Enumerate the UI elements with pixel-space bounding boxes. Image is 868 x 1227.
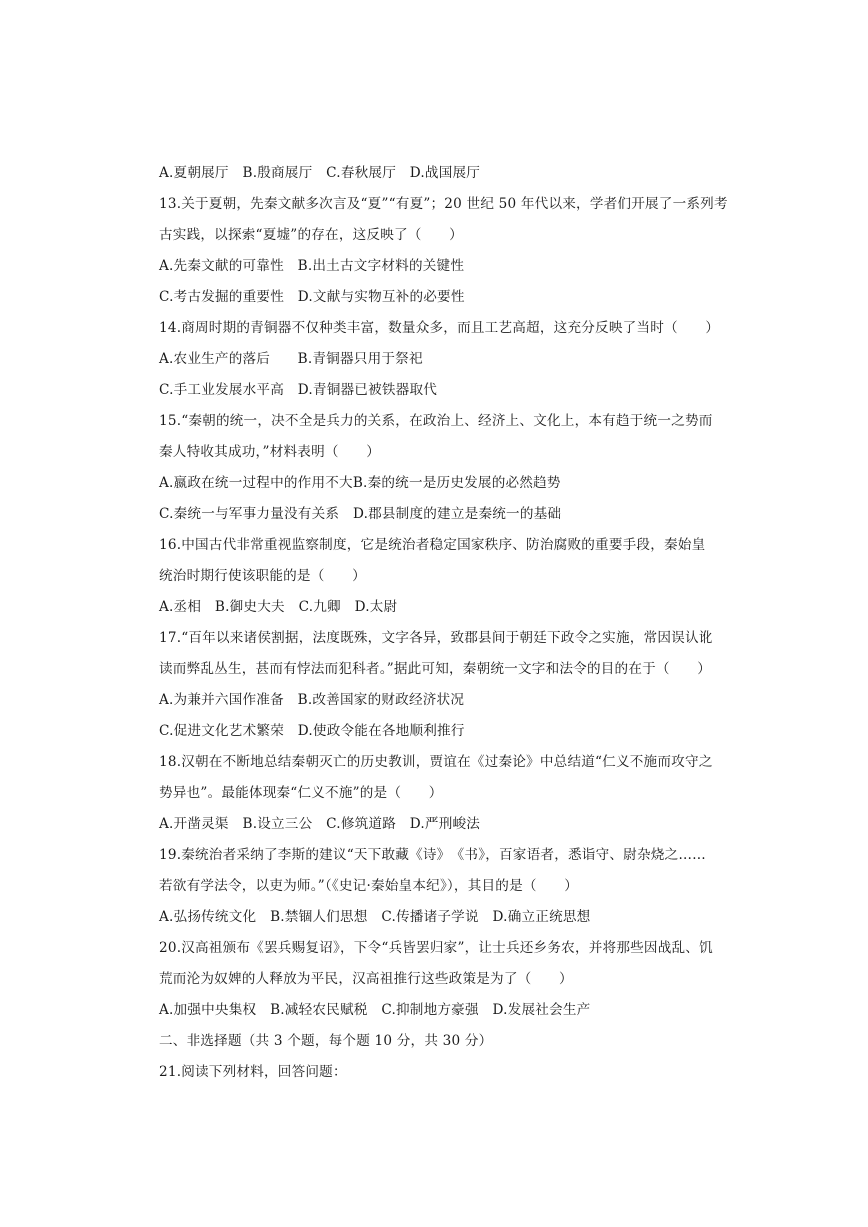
question-18-line-2: 势异也”。最能体现秦“仁义不施”的是（ ） [159, 785, 443, 801]
option-line-q13-c-d: C.考古发掘的重要性 D.文献与实物互补的必要性 [159, 289, 465, 305]
question-13-line-1: 13.关于夏朝，先秦文献多次言及“夏”“有夏”；20 世纪 50 年代以来，学者们开展了一系列考 [159, 196, 728, 212]
question-21-line-1: 21.阅读下列材料，回答问题： [159, 1064, 347, 1080]
question-16-line-2: 统治时期行使该职能的是（ ） [159, 568, 366, 584]
option-line-q16: A.丞相 B.御史大夫 C.九卿 D.太尉 [159, 599, 398, 615]
question-19-line-1: 19.秦统治者采纳了李斯的建议“天下敢藏《诗》 《书》，百家语者，悉诣守、尉杂烧之…… [159, 847, 706, 863]
option-line-q15-c-d: C.秦统一与军事力量没有关系 D.郡县制度的建立是秦统一的基础 [159, 506, 562, 522]
option-line-q14-a-b: A.农业生产的落后 B.青铜器只用于祭祀 [159, 351, 423, 367]
section-heading-non-choice: 二、非选择题（共 3 个题，每个题 10 分，共 30 分） [159, 1033, 493, 1049]
question-15-line-1: 15.“秦朝的统一，决不全是兵力的关系，在政治上、经济上、文化上，本有趋于统一之势而 [159, 413, 713, 429]
question-17-line-1: 17.“百年以来诸侯割据，法度既殊，文字各异，致郡县间于朝廷下政令之实施，常因误认讹 [159, 630, 713, 646]
exam-text-block [159, 158, 728, 1088]
question-19-line-2: 若欲有学法令，以吏为师。”（《史记·秦始皇本纪》），其目的是（ ） [159, 878, 579, 894]
option-line-q17-a-b: A.为兼并六国作准备 B.改善国家的财政经济状况 [159, 692, 465, 708]
option-line-q12: A.夏朝展厅 B.殷商展厅 C.春秋展厅 D.战国展厅 [159, 165, 481, 181]
question-17-line-2: 读而弊乱丛生，甚而有悖法而犯科者。”据此可知，秦朝统一文字和法令的目的在于（ ） [159, 661, 712, 677]
question-20-line-2: 荒而沦为奴婢的人释放为平民，汉高祖推行这些政策是为了（ ） [159, 971, 573, 987]
question-18-line-1: 18.汉朝在不断地总结秦朝灭亡的历史教训，贾谊在《过秦论》中总结道“仁义不施而攻守之 [159, 754, 713, 770]
option-line-q19: A.弘扬传统文化 B.禁锢人们思想 C.传播诸子学说 D.确立正统思想 [159, 909, 591, 925]
question-13-line-2: 古实践，以探索“夏墟”的存在，这反映了（ ） [159, 227, 463, 243]
question-16-line-1: 16.中国古代非常重视监察制度，它是统治者稳定国家秩序、防治腐败的重要手段，秦始皇 [159, 537, 706, 553]
option-line-q20: A.加强中央集权 B.减轻农民赋税 C.抑制地方豪强 D.发展社会生产 [159, 1002, 591, 1018]
question-20-line-1: 20.汉高祖颁布《罢兵赐复诏》，下令“兵皆罢归家”，让士兵还乡务农，并将那些因战乱、饥 [159, 940, 713, 956]
question-15-line-2: 秦人特收其成功，”材料表明（ ） [159, 444, 381, 460]
option-line-q15-a-b: A.嬴政在统一过程中的作用不大B.秦的统一是历史发展的必然趋势 [159, 475, 561, 491]
option-line-q14-c-d: C.手工业发展水平高 D.青铜器已被铁器取代 [159, 382, 438, 398]
option-line-q18: A.开凿灵渠 B.设立三公 C.修筑道路 D.严刑峻法 [159, 816, 481, 832]
option-line-q13-a-b: A.先秦文献的可靠性 B.出土古文字材料的关键性 [159, 258, 465, 274]
question-14-line-1: 14.商周时期的青铜器不仅种类丰富，数量众多，而且工艺高超，这充分反映了当时（ ） [159, 320, 720, 336]
option-line-q17-c-d: C.促进文化艺术繁荣 D.使政令能在各地顺利推行 [159, 723, 465, 739]
